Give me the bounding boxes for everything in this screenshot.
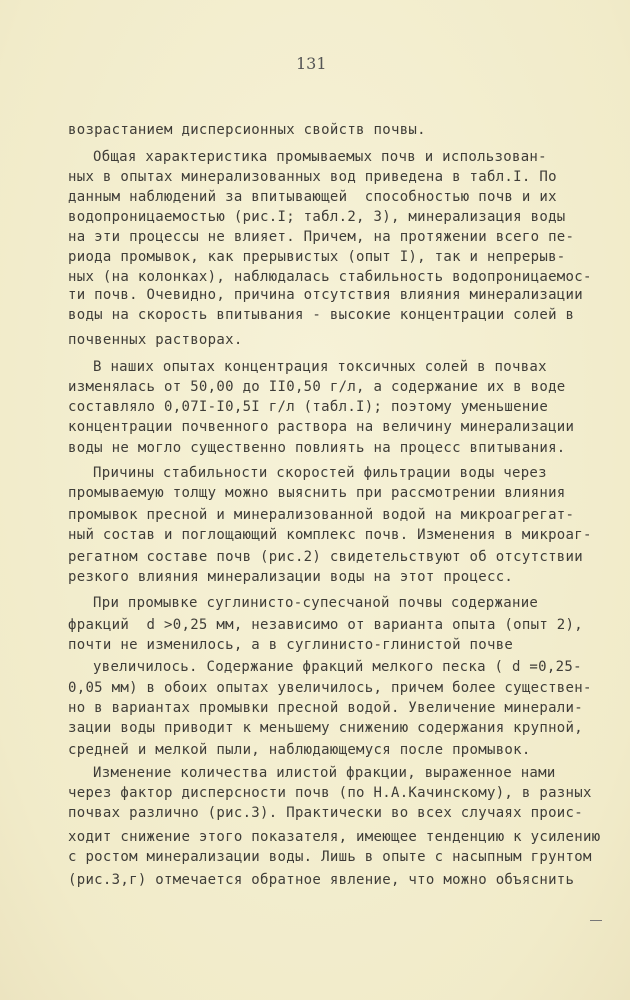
text-line: средней и мелкой пыли, наблюдающемуся после промывок. bbox=[68, 742, 531, 758]
text-line: фракций d >0,25 мм, независимо от варианта опыта (опыт 2), bbox=[68, 617, 583, 633]
text-line: ных в опытах минерализованных вод приведена в табл.I. По bbox=[68, 169, 557, 185]
text-line: Общая характеристика промываемых почв и использован- bbox=[93, 149, 547, 165]
text-line: ти почв. Очевидно, причина отсутствия влияния минерализации bbox=[68, 287, 583, 303]
text-line: увеличилось. Содержание фракций мелкого песка ( d =0,25- bbox=[93, 659, 582, 675]
text-line: но в вариантах промывки пресной водой. Увеличение минерали- bbox=[68, 700, 583, 716]
text-line: ходит снижение этого показателя, имеющее тенденцию к усилению bbox=[68, 829, 601, 845]
text-line: водопроницаемостью (рис.I; табл.2, 3), минерализация воды bbox=[68, 209, 566, 225]
text-line: 0,05 мм) в обоих опытах увеличилось, причем более существен- bbox=[68, 680, 592, 696]
text-line: регатном составе почв (рис.2) свидетельствуют об отсутствии bbox=[68, 549, 583, 565]
text-line: на эти процессы не влияет. Причем, на протяжении всего пе- bbox=[68, 229, 575, 245]
text-line: почвенных растворах. bbox=[68, 332, 243, 348]
text-line: данным наблюдений за впитывающей способностью почв и их bbox=[68, 189, 557, 205]
text-line: В наших опытах концентрация токсичных солей в почвах bbox=[93, 359, 547, 375]
text-line: с ростом минерализации воды. Лишь в опыте с насыпным грунтом bbox=[68, 849, 592, 865]
text-line: Причины стабильности скоростей фильтрации воды через bbox=[93, 465, 547, 481]
text-line: воды на скорость впитывания - высокие концентрации солей в bbox=[68, 307, 575, 323]
text-line: риода промывок, как прерывистых (опыт I), так и непрерыв- bbox=[68, 249, 566, 265]
text-line: через фактор дисперсности почв (по Н.А.Качинскому), в разных bbox=[68, 785, 592, 801]
margin-mark bbox=[590, 920, 602, 921]
text-line: почвах различно (рис.3). Практически во всех случаях проис- bbox=[68, 805, 583, 821]
text-line: Изменение количества илистой фракции, выраженное нами bbox=[93, 765, 556, 781]
text-line: почти не изменилось, а в суглинисто-глинистой почве bbox=[68, 637, 514, 653]
text-line: (рис.3,г) отмечается обратное явление, что можно объяснить bbox=[68, 872, 575, 888]
page-number: 131 bbox=[296, 54, 327, 73]
text-line: При промывке суглинисто-супесчаной почвы содержание bbox=[93, 595, 539, 611]
text-line: составляло 0,07I-I0,5I г/л (табл.I); поэтому уменьшение bbox=[68, 399, 549, 415]
text-line: зации воды приводит к меньшему снижению содержания крупной, bbox=[68, 720, 583, 736]
text-line: промывок пресной и минерализованной водой на микроагрегат- bbox=[68, 507, 575, 523]
text-line: промываемую толщу можно выяснить при рассмотрении влияния bbox=[68, 485, 566, 501]
text-line: концентрации почвенного раствора на величину минерализации bbox=[68, 419, 575, 435]
text-line: резкого влияния минерализации воды на этот процесс. bbox=[68, 569, 514, 585]
text-line: воды не могло существенно повлиять на процесс впитывания. bbox=[68, 440, 566, 456]
text-line: ных (на колонках), наблюдалась стабильность водопроницаемос- bbox=[68, 269, 592, 285]
text-line: изменялась от 50,00 до II0,50 г/л, а содержание их в воде bbox=[68, 379, 566, 395]
text-line: возрастанием дисперсионных свойств почвы. bbox=[68, 122, 426, 138]
text-line: ный состав и поглощающий комплекс почв. Изменения в микроаг- bbox=[68, 527, 592, 543]
